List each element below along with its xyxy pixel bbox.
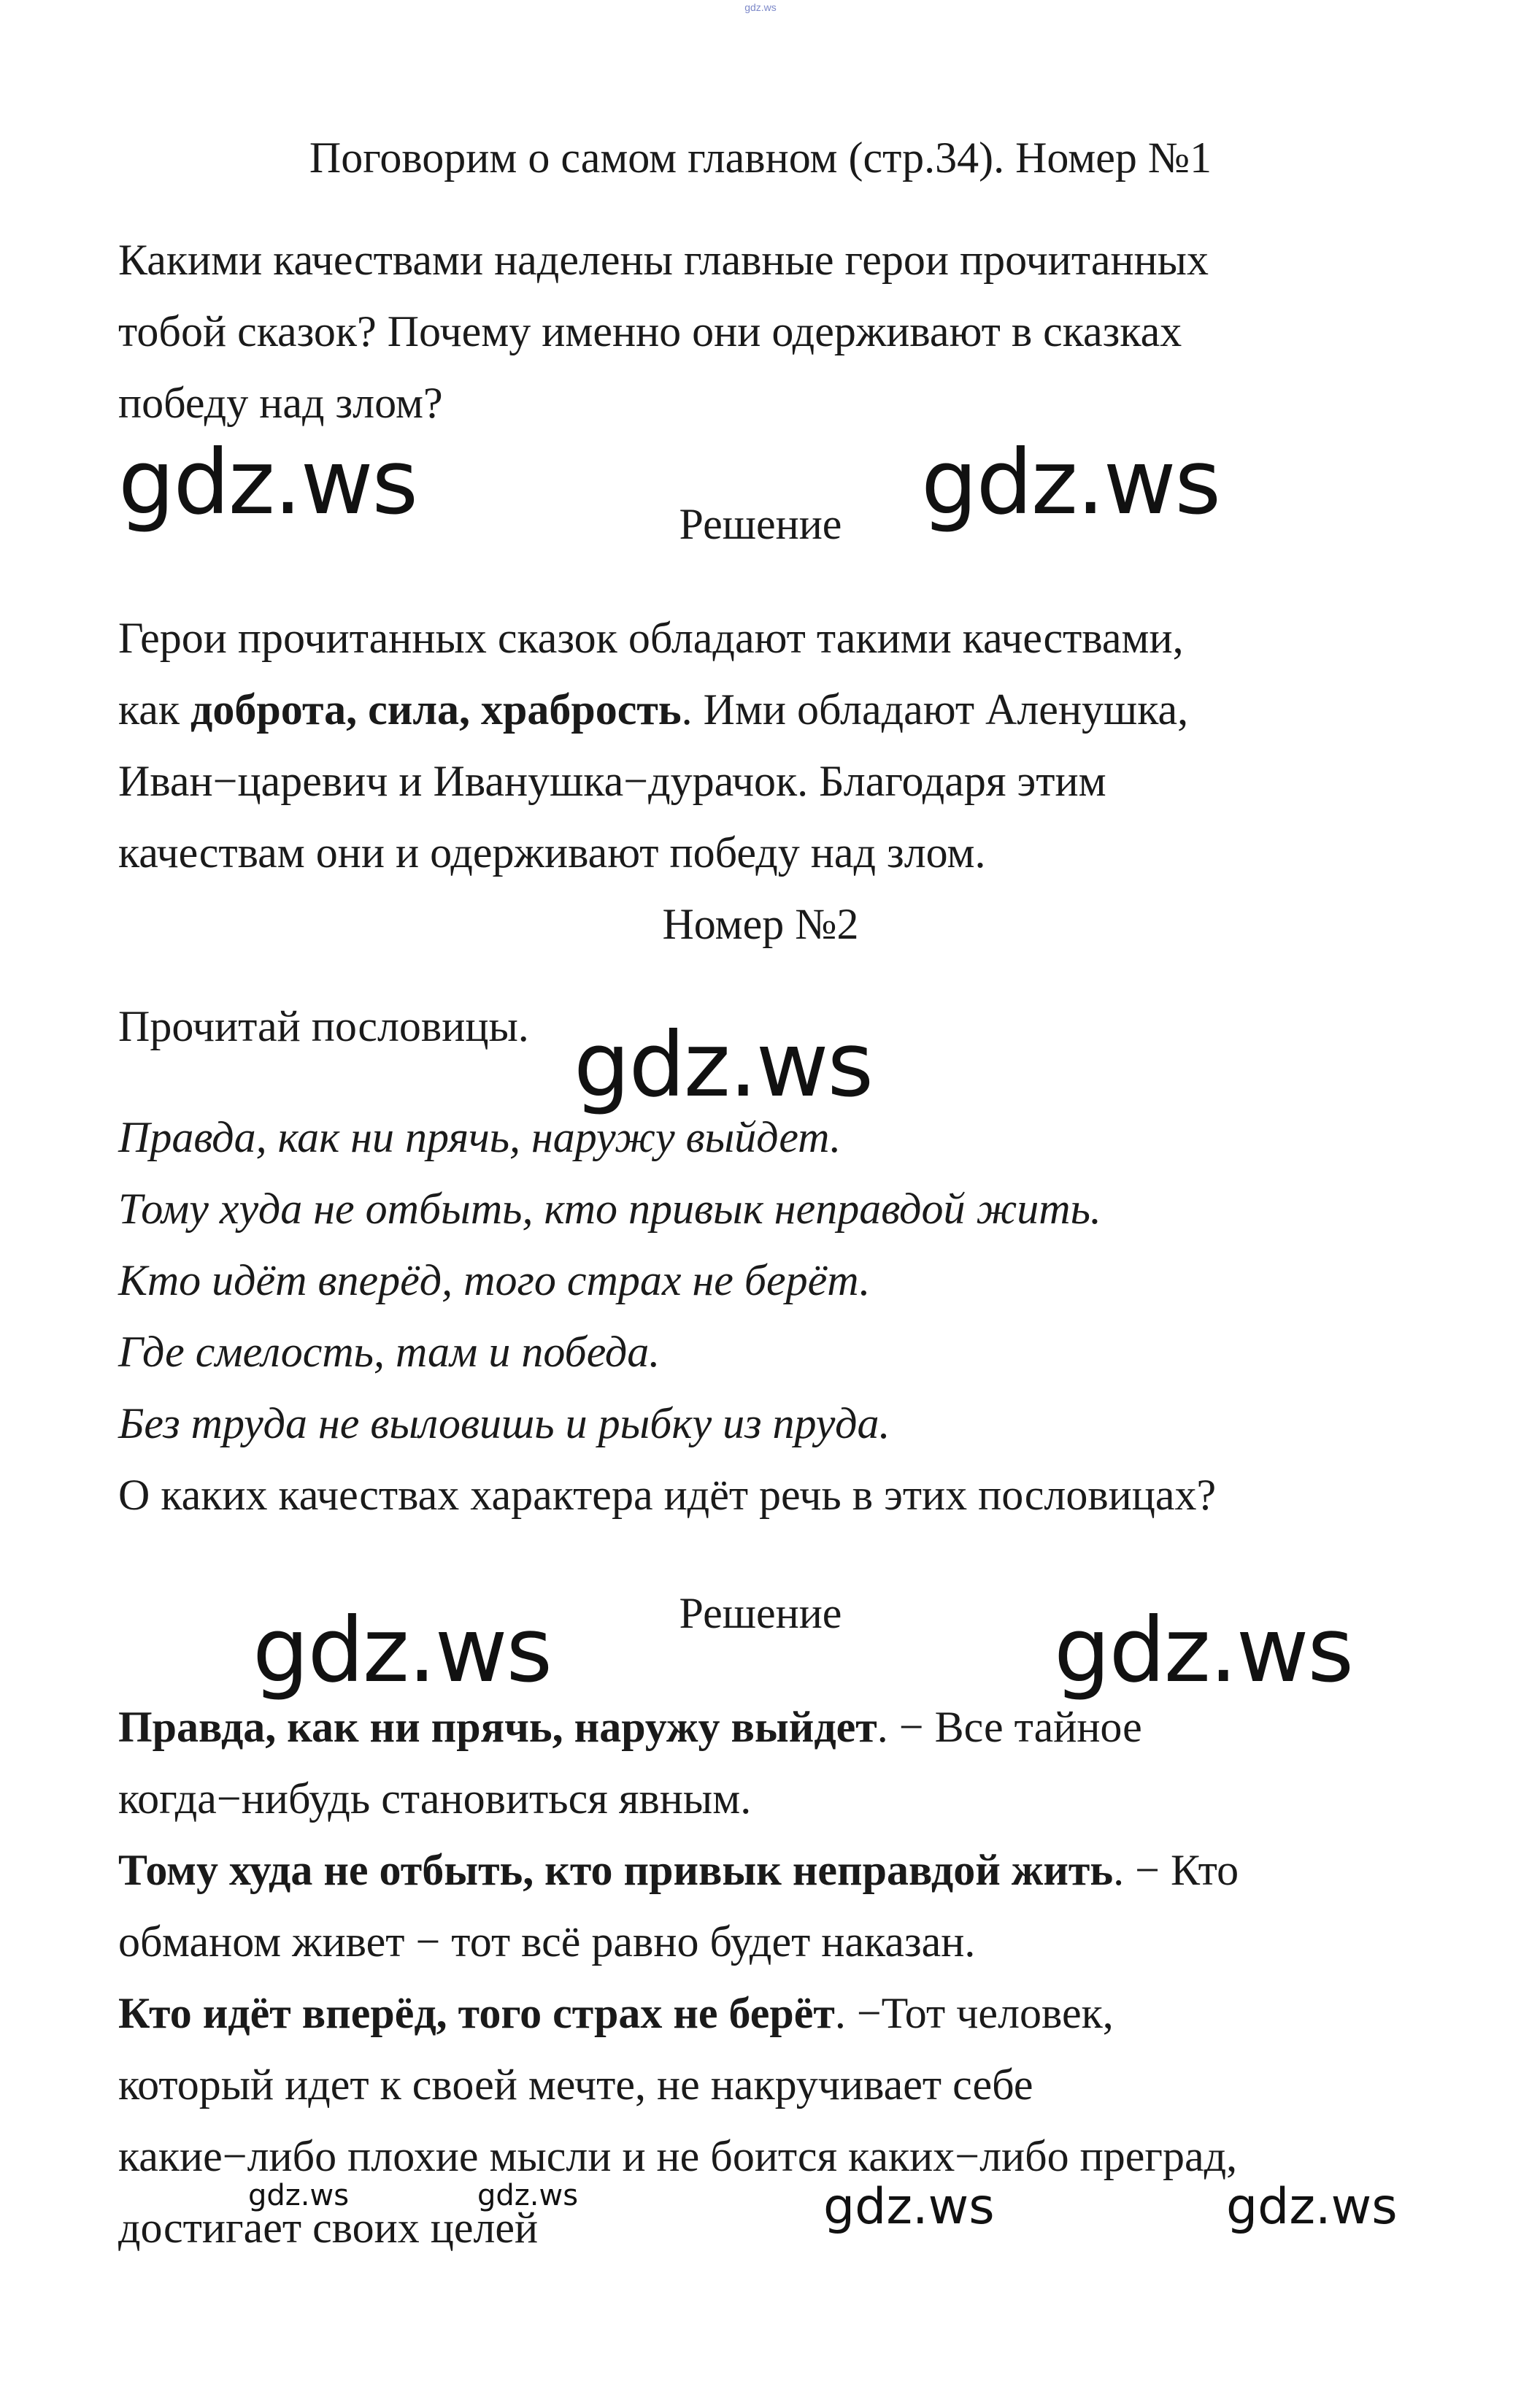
- answer-line: [118, 1991, 1114, 2035]
- watermark-small: gdz.ws: [477, 2179, 579, 2212]
- answer-line: какие−либо плохие мысли и не боится каких−либо преград,: [118, 2132, 1238, 2180]
- answer-line: обманом живет − тот всё равно будет наказан.: [118, 1917, 976, 1966]
- proverb-line: Где смелость, там и победа.: [118, 1328, 661, 1376]
- proverb-line: Без труда не выловишь и рыбку из пруда.: [118, 1399, 890, 1447]
- proverb-line: Кто идёт вперёд, того страх не берёт.: [118, 1256, 871, 1304]
- watermark-logo: gdz.ws: [921, 431, 1220, 534]
- proverb-line: Тому худа не отбыть, кто привык неправдой жить.: [118, 1185, 1101, 1233]
- answer-text: . − Кто: [1113, 1846, 1239, 1894]
- question-line-2: тобой сказок? Почему именно они одерживают в сказках: [118, 307, 1182, 355]
- answer-line: достигает своих целей: [118, 2204, 539, 2252]
- answer-line: который идет к своей мечте, не накручивает себе: [118, 2061, 1033, 2109]
- watermark-logo: gdz.ws: [1054, 1599, 1353, 1702]
- answer-line-3: Иван−царевич и Иванушка−дурачок. Благодаря этим: [118, 757, 1106, 805]
- top-watermark: gdz.ws: [744, 1, 777, 13]
- answer-highlight: доброта, сила, храбрость: [190, 685, 682, 734]
- watermark-medium: gdz.ws: [1226, 2178, 1398, 2236]
- answer-text: . −Тот человек,: [834, 1989, 1114, 2037]
- watermark-logo: gdz.ws: [118, 431, 417, 534]
- question-line-1: Какими качествами наделены главные герои прочитанных: [118, 236, 1209, 284]
- answer-proverb: Тому худа не отбыть, кто привык неправдой жить: [118, 1846, 1114, 1894]
- answer-line: [118, 1848, 1239, 1892]
- watermark-logo: gdz.ws: [253, 1599, 552, 1702]
- solution-heading: Решение: [679, 1589, 842, 1637]
- answer-line-4: качествам они и одерживают победу над злом.: [118, 828, 986, 877]
- answer-line: когда−нибудь становиться явным.: [118, 1774, 752, 1823]
- section1-title: Поговорим о самом главном (стр.34). Номер №1: [309, 134, 1212, 182]
- solution-heading: Решение: [679, 500, 842, 548]
- proverb-line: Правда, как ни прячь, наружу выйдет.: [118, 1113, 842, 1161]
- answer-text: . − Все тайное: [877, 1703, 1142, 1751]
- instruction-line: Прочитай пословицы.: [118, 1002, 529, 1050]
- answer-text: . Ими обладают Аленушка,: [681, 685, 1189, 734]
- watermark-small: gdz.ws: [248, 2179, 350, 2212]
- answer-proverb: Правда, как ни прячь, наружу выйдет: [118, 1703, 877, 1751]
- answer-proverb: Кто идёт вперёд, того страх не берёт: [118, 1989, 835, 2037]
- answer-text: как: [118, 685, 191, 734]
- answer-line-2: [118, 685, 1189, 734]
- question-line-3: победу над злом?: [118, 379, 443, 427]
- answer-line: [118, 1705, 1142, 1749]
- answer-line-1: Герои прочитанных сказок обладают такими качествами,: [118, 614, 1184, 662]
- question-line: О каких качествах характера идёт речь в этих пословицах?: [118, 1471, 1217, 1519]
- watermark-medium: gdz.ws: [823, 2178, 995, 2236]
- watermark-logo: gdz.ws: [574, 1013, 873, 1117]
- section2-title: Номер №2: [662, 900, 859, 948]
